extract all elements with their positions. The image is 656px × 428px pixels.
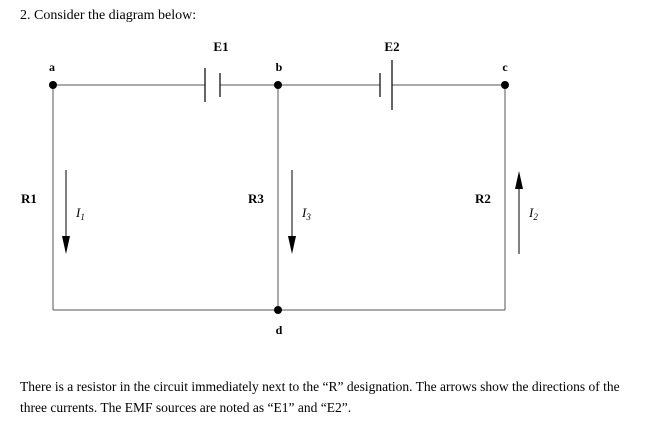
current-i1-sub: 1 bbox=[80, 212, 85, 222]
resistor-r3-label: R3 bbox=[248, 191, 264, 206]
node-d-dot bbox=[274, 306, 282, 314]
current-arrow-i3 bbox=[288, 170, 296, 254]
current-i1-symbol: I bbox=[76, 205, 81, 220]
node-a-label: a bbox=[49, 60, 55, 74]
current-i2-label bbox=[528, 205, 538, 222]
resistor-r2-label: R2 bbox=[475, 191, 491, 206]
current-i2-symbol: I bbox=[529, 205, 534, 220]
current-i2-sub: 2 bbox=[533, 212, 538, 222]
current-i3-label bbox=[301, 205, 311, 222]
current-arrow-i2 bbox=[515, 171, 523, 254]
node-c-dot bbox=[501, 81, 509, 89]
current-arrow-i1 bbox=[62, 170, 70, 254]
resistor-r1-label: R1 bbox=[21, 191, 37, 206]
node-c-label: c bbox=[502, 60, 508, 74]
question-text: 2. Consider the diagram below: bbox=[20, 8, 197, 23]
current-i1-label bbox=[75, 205, 85, 222]
caption-text: There is a resistor in the circuit immediately next to the “R” designation. The arrows show the directions of the three currents. The EMF sources are noted as “E1” and “E2”. bbox=[20, 379, 620, 415]
node-d-label: d bbox=[275, 323, 283, 337]
emf-e1-label: E1 bbox=[213, 39, 229, 54]
emf-e2-label: E2 bbox=[384, 39, 400, 54]
circuit-wires bbox=[53, 85, 505, 310]
emf-e1-symbol bbox=[205, 68, 220, 102]
node-a-dot bbox=[49, 81, 57, 89]
current-i3-symbol: I bbox=[302, 205, 307, 220]
node-b-label: b bbox=[275, 60, 283, 74]
node-b-dot bbox=[274, 81, 282, 89]
emf-e2-symbol bbox=[380, 60, 392, 110]
current-i3-sub: 3 bbox=[306, 212, 311, 222]
